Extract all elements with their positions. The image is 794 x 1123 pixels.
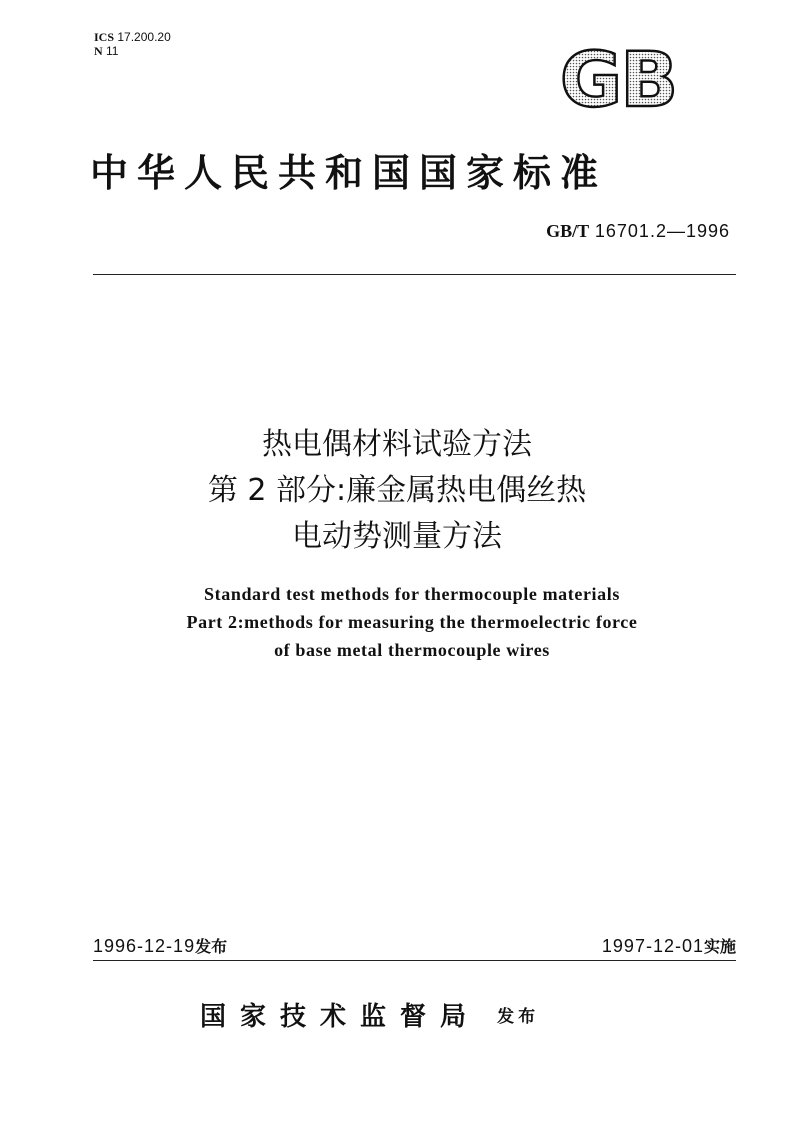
class-code: 11 xyxy=(106,44,119,58)
publisher-organization: 国家技术监督局 xyxy=(200,1002,481,1032)
english-title-line-2: Part 2:methods for measuring the thermoelectric force xyxy=(186,612,638,632)
chinese-title-line-1: 热电偶材料试验方法 xyxy=(262,427,532,462)
national-standard-title: 中华人民共和国国家标准 xyxy=(90,150,608,195)
ics-label: ICS xyxy=(94,30,115,44)
publisher-label: 发布 xyxy=(497,1007,540,1027)
publisher xyxy=(200,996,539,1033)
chinese-title-line-2: 第 2 部分:廉金属热电偶丝热 xyxy=(207,473,587,508)
class-line xyxy=(94,44,171,58)
standard-code: 16701.2—1996 xyxy=(594,221,730,241)
implementation-date xyxy=(602,934,736,957)
standard-number xyxy=(546,221,730,242)
header-divider xyxy=(93,274,736,275)
gb-logo-text: GB xyxy=(559,44,677,114)
english-title-line-3: of base metal thermocouple wires xyxy=(274,640,550,660)
issue-date xyxy=(93,934,227,957)
ics-code: 17.200.20 xyxy=(117,30,171,44)
implementation-date-label: 实施 xyxy=(703,937,736,956)
standard-prefix: GB/T xyxy=(546,221,590,241)
english-title xyxy=(0,580,794,664)
implementation-date-value: 1997-12-01 xyxy=(601,936,704,956)
ics-line xyxy=(94,30,171,44)
chinese-title xyxy=(0,422,794,560)
date-row xyxy=(93,934,736,960)
class-label: N xyxy=(94,44,103,58)
issue-date-value: 1996-12-19 xyxy=(93,936,196,956)
classification-codes xyxy=(94,30,171,58)
issue-date-label: 发布 xyxy=(195,937,228,956)
english-title-line-1: Standard test methods for thermocouple materials xyxy=(204,584,620,604)
gb-logo xyxy=(548,44,688,114)
footer-divider xyxy=(93,960,736,961)
chinese-title-line-3: 电动势测量方法 xyxy=(292,519,502,554)
